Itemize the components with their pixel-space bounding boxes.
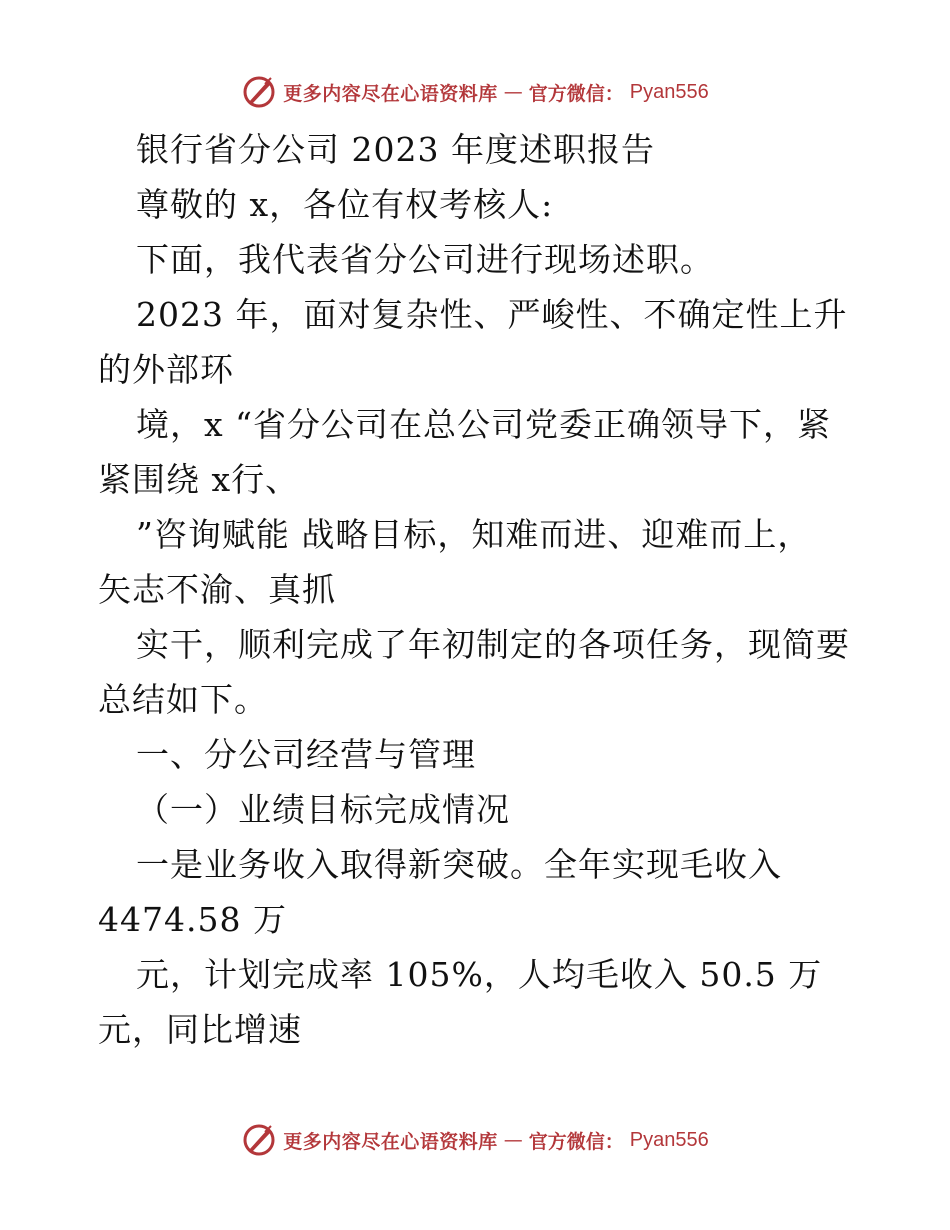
watermark-dash: —	[503, 81, 523, 103]
paragraph-line: 2023 年，面对复杂性、严峻性、不确定性上升	[136, 295, 848, 334]
paragraph-line: 元，计划完成率 105%，人均毛收入 50.5 万	[136, 955, 823, 994]
section-heading: 一、分公司经营与管理	[136, 735, 476, 774]
subsection-heading: （一）业绩目标完成情况	[136, 790, 510, 829]
paragraph-line: ”咨询赋能 战略目标，知难而进、迎难而上，	[136, 515, 812, 554]
salutation: 尊敬的 x，各位有权考核人:	[136, 185, 554, 224]
watermark-official-label: 官方微信：	[528, 1130, 624, 1153]
footer-watermark	[0, 1118, 950, 1162]
paragraph-line: 总结如下。	[98, 680, 268, 719]
document-title: 银行省分公司 2023 年度述职报告	[136, 130, 655, 169]
watermark-text: 更多内容尽在心语资料库	[283, 1130, 498, 1153]
paragraph-line: 境，x “省分公司在总公司党委正确领导下，紧	[136, 405, 831, 444]
watermark-text: 更多内容尽在心语资料库	[283, 82, 498, 105]
watermark-official-label: 官方微信：	[528, 82, 624, 105]
paragraph-line: 实干，顺利完成了年初制定的各项任务，现简要	[136, 625, 850, 664]
quill-seal-icon	[241, 1122, 277, 1158]
paragraph-line: 4474.58 万	[98, 900, 287, 939]
paragraph-line: 下面，我代表省分公司进行现场述职。	[136, 240, 714, 279]
paragraph-line: 一是业务收入取得新突破。全年实现毛收入	[136, 845, 782, 884]
document-body	[98, 122, 858, 1057]
quill-seal-icon	[241, 74, 277, 110]
paragraph-line: 的外部环	[98, 350, 234, 389]
watermark-wechat-id: Pyan556	[629, 80, 709, 103]
paragraph-line: 矢志不渝、真抓	[98, 570, 336, 609]
paragraph-line: 紧围绕 x行、	[98, 460, 300, 499]
paragraph-line: 元，同比增速	[98, 1010, 302, 1049]
header-watermark	[0, 70, 950, 114]
watermark-wechat-id: Pyan556	[629, 1128, 709, 1151]
watermark-dash: —	[503, 1129, 523, 1151]
